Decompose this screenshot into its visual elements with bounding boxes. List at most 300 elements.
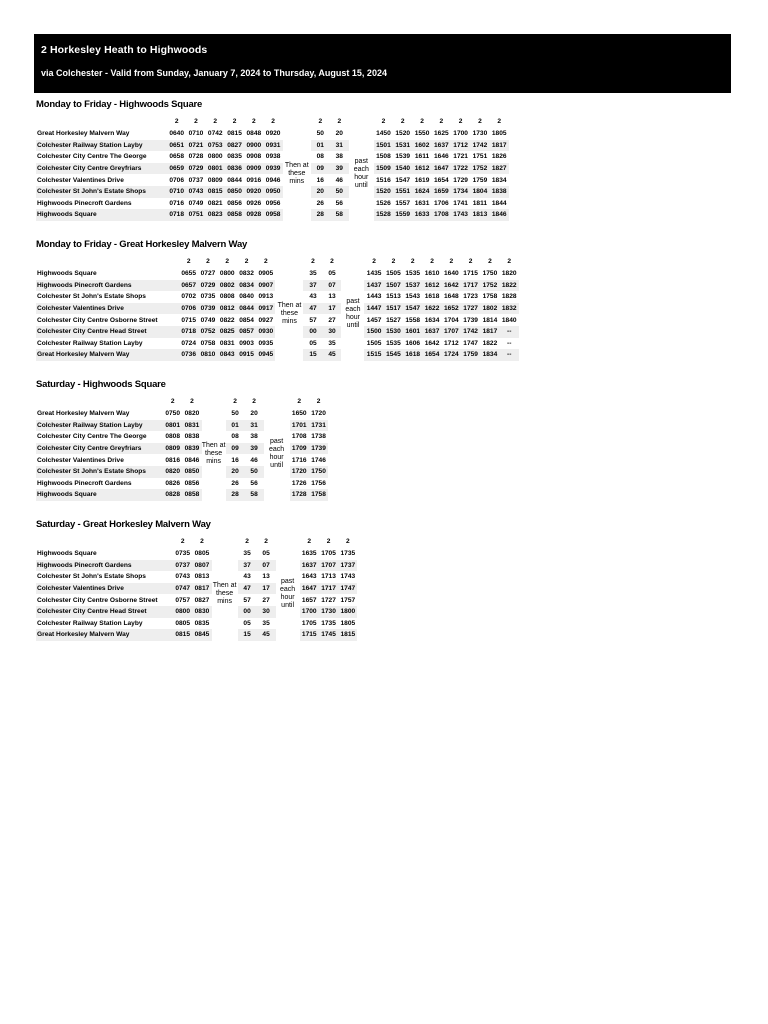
time-cell: 0739 <box>198 303 217 315</box>
time-cell: 1805 <box>491 130 507 138</box>
time-cell: 0927 <box>258 316 274 324</box>
time-cell: 1513 <box>386 293 401 301</box>
time-cell: 0905 <box>258 270 274 278</box>
section-title: Monday to Friday - Highwoods Square <box>36 99 203 110</box>
time-cell: 1701 <box>290 420 309 432</box>
stop-name: Colchester City Centre Osborne Street <box>37 316 158 324</box>
time-cell: 1804 <box>470 186 489 198</box>
minute-cell: 39 <box>245 443 264 455</box>
time-cell: 1713 <box>321 573 336 581</box>
time-cell: 0758 <box>200 339 216 347</box>
minute-cell: 05 <box>262 550 270 558</box>
route-number-cell: 2 <box>194 117 198 125</box>
time-cell: 0735 <box>175 550 190 558</box>
time-cell: 1715 <box>463 270 478 278</box>
minute-cell: 16 <box>316 176 324 184</box>
minute-cell: 56 <box>250 479 258 487</box>
time-cell: 1708 <box>432 209 451 221</box>
route-number-cell: 2 <box>330 257 334 265</box>
time-cell: 0737 <box>188 176 204 184</box>
stop-name: Highwoods Square <box>37 270 97 278</box>
time-cell: 1742 <box>461 326 480 338</box>
time-cell: 1757 <box>340 596 356 604</box>
time-cell: 1708 <box>291 433 307 441</box>
time-cell: 1528 <box>374 209 393 221</box>
time-cell: 0845 <box>192 629 211 641</box>
route-number-cell: 2 <box>420 117 424 125</box>
time-cell: 0657 <box>179 280 198 292</box>
time-cell: 1520 <box>395 130 411 138</box>
time-cell: 0737 <box>173 560 192 572</box>
route-number-cell: 2 <box>232 117 237 125</box>
minute-cell: 28 <box>226 489 245 501</box>
time-cell: 1739 <box>463 316 478 324</box>
route-number-cell: 2 <box>468 257 473 265</box>
time-cell: 1443 <box>366 293 382 301</box>
time-cell: 1705 <box>321 550 336 558</box>
route-number-cell: 2 <box>400 117 405 125</box>
time-cell: 1834 <box>480 349 499 361</box>
time-cell: 1822 <box>500 280 519 292</box>
minute-cell: 07 <box>322 280 341 292</box>
time-cell: 0856 <box>184 479 200 487</box>
time-cell: 1822 <box>482 339 498 347</box>
route-subtitle: via Colchester - Valid from Sunday, January 7, 2024 to Thursday, August 15, 2024 <box>41 68 387 78</box>
time-cell: 0816 <box>165 456 180 464</box>
time-cell: 0808 <box>219 293 235 301</box>
time-cell: 1750 <box>482 270 498 278</box>
time-cell: 0830 <box>192 606 211 618</box>
time-cell: 1618 <box>403 349 422 361</box>
time-cell: 0812 <box>218 303 237 315</box>
time-cell: 1723 <box>463 293 478 301</box>
stop-name: Colchester City Centre The George <box>37 153 147 161</box>
stop-name: Highwoods Pinecroft Gardens <box>36 560 173 572</box>
time-cell: 1827 <box>490 163 509 175</box>
time-cell: 0753 <box>206 140 225 152</box>
time-cell: 1606 <box>405 339 421 347</box>
minute-cell: 50 <box>231 410 239 418</box>
time-cell: 1811 <box>472 199 488 207</box>
past-note: past each hour until <box>345 298 361 330</box>
time-cell: 1747 <box>463 339 478 347</box>
time-cell: 1643 <box>301 573 317 581</box>
time-cell: 1730 <box>319 606 338 618</box>
spacer-cell <box>276 534 300 548</box>
time-cell: 1634 <box>424 316 440 324</box>
minute-cell: 31 <box>330 140 349 152</box>
time-cell: 1647 <box>432 163 451 175</box>
time-cell: 1507 <box>384 280 403 292</box>
route-number-cell: 2 <box>346 537 350 545</box>
time-cell: 0800 <box>207 153 223 161</box>
minute-cell: 01 <box>311 140 330 152</box>
time-cell: 0835 <box>227 153 242 161</box>
route-number-cell: 2 <box>381 117 386 125</box>
route-number-cell: 2 <box>316 397 321 405</box>
stop-header-cell <box>36 254 179 268</box>
stop-header-cell <box>36 534 173 548</box>
route-number-cell: 2 <box>318 117 323 125</box>
time-cell: 1813 <box>470 209 489 221</box>
stop-name: Colchester City Centre Head Street <box>36 606 173 618</box>
time-cell: 0820 <box>184 410 200 418</box>
stop-name: Colchester St John's Estate Shops <box>37 293 146 301</box>
minute-cell: 09 <box>311 163 330 175</box>
table-row <box>36 140 509 152</box>
time-cell: 0809 <box>163 443 182 455</box>
time-cell: 0822 <box>219 316 235 324</box>
past-note: past each hour until <box>280 578 296 610</box>
time-cell: 0820 <box>163 466 182 478</box>
table-row <box>36 198 509 210</box>
time-cell: 1450 <box>376 130 391 138</box>
time-cell: 0956 <box>265 199 281 207</box>
time-cell: 1834 <box>491 176 507 184</box>
table-row <box>36 268 519 280</box>
time-cell: 1640 <box>443 270 459 278</box>
stop-name: Colchester City Centre Greyfriars <box>36 443 163 455</box>
minute-cell: 16 <box>231 456 239 464</box>
stop-name: Great Horkesley Malvern Way <box>37 130 130 138</box>
minute-cell: 38 <box>250 433 258 441</box>
time-cell: 0807 <box>192 560 211 572</box>
stop-name: Highwoods Pinecroft Gardens <box>36 280 179 292</box>
time-cell: 1539 <box>395 153 411 161</box>
time-cell: 0844 <box>237 303 256 315</box>
route-number-cell: 2 <box>410 257 415 265</box>
time-cell: 1846 <box>490 209 509 221</box>
table-row <box>36 174 509 186</box>
stop-name: Colchester St John's Estate Shops <box>36 186 167 198</box>
time-cell: 1558 <box>405 316 421 324</box>
minute-cell: 15 <box>238 629 257 641</box>
time-cell: 1717 <box>461 280 480 292</box>
time-cell: 0907 <box>256 280 275 292</box>
time-cell: 0844 <box>227 176 242 184</box>
minute-cell: 26 <box>316 199 324 207</box>
minute-cell: 47 <box>238 583 257 595</box>
time-cell: 1700 <box>453 130 468 138</box>
stop-name: Highwoods Pinecroft Gardens <box>37 199 132 207</box>
time-cell: 1727 <box>461 303 480 315</box>
time-cell: 1838 <box>490 186 509 198</box>
route-number-cell: 2 <box>252 397 256 405</box>
stop-name: Colchester City Centre The George <box>37 433 147 441</box>
time-cell: 1557 <box>395 199 411 207</box>
time-cell: 1657 <box>301 596 317 604</box>
minute-cell: 45 <box>257 629 276 641</box>
route-number-cell: 2 <box>449 257 454 265</box>
time-cell: 0715 <box>181 316 196 324</box>
time-cell: 1704 <box>443 316 459 324</box>
table-row <box>36 606 357 618</box>
time-cell: 0749 <box>200 316 216 324</box>
time-cell: 1517 <box>384 303 403 315</box>
minute-cell: 37 <box>303 280 322 292</box>
time-cell: 1610 <box>424 270 440 278</box>
route-number-cell: 2 <box>497 117 502 125</box>
time-cell: 0728 <box>188 153 204 161</box>
time-cell: 0736 <box>179 349 198 361</box>
route-number-cell: 2 <box>430 257 434 265</box>
time-cell: 1547 <box>403 303 422 315</box>
spacer-cell <box>349 114 374 128</box>
route-number-row <box>36 394 328 408</box>
time-cell: 1828 <box>501 293 517 301</box>
time-cell: 1611 <box>414 153 430 161</box>
minute-cell: 50 <box>316 130 324 138</box>
time-cell: 1537 <box>403 280 422 292</box>
time-cell: 0750 <box>165 410 180 418</box>
time-cell: 0828 <box>163 489 182 501</box>
time-cell: 1817 <box>490 140 509 152</box>
time-cell: 1515 <box>364 349 383 361</box>
time-cell: 1712 <box>451 140 470 152</box>
time-cell: 1735 <box>340 550 356 558</box>
time-cell: 1612 <box>412 163 431 175</box>
table-row <box>36 560 357 572</box>
stop-name: Highwoods Pinecroft Gardens <box>37 479 132 487</box>
time-cell: 1706 <box>433 199 449 207</box>
time-cell: 1637 <box>300 560 319 572</box>
minute-cell: 30 <box>257 606 276 618</box>
time-cell: 0808 <box>165 433 180 441</box>
minute-cell: 58 <box>330 209 349 221</box>
time-cell: 0834 <box>237 280 256 292</box>
time-cell: 0802 <box>218 280 237 292</box>
time-cell: 0729 <box>186 163 205 175</box>
time-cell: 0850 <box>182 466 201 478</box>
then-note: Then at these mins <box>201 442 226 466</box>
time-cell: 0800 <box>173 606 192 618</box>
table-row <box>36 629 357 641</box>
then-note: Then at these mins <box>277 302 302 326</box>
time-cell: 1731 <box>309 420 328 432</box>
table-row <box>36 571 357 583</box>
minute-cell: 46 <box>335 176 343 184</box>
time-cell: 1547 <box>395 176 411 184</box>
time-cell: 0658 <box>169 153 184 161</box>
time-cell: 1647 <box>300 583 319 595</box>
minute-cell: 20 <box>250 410 258 418</box>
time-cell: 0857 <box>237 326 256 338</box>
time-cell: 1543 <box>405 293 421 301</box>
time-cell: 0743 <box>186 186 205 198</box>
time-cell: 0858 <box>225 209 244 221</box>
time-cell: 1622 <box>422 303 441 315</box>
time-cell: 1505 <box>386 270 401 278</box>
time-cell: 0821 <box>207 199 223 207</box>
time-cell: 0832 <box>239 270 254 278</box>
minute-cell: 08 <box>231 433 239 441</box>
time-cell: 1756 <box>311 479 326 487</box>
time-cell: 1646 <box>433 153 449 161</box>
minute-cell: 17 <box>322 303 341 315</box>
time-cell: 0838 <box>184 433 200 441</box>
route-number-cell: 2 <box>297 397 302 405</box>
timetable <box>36 534 357 641</box>
time-cell: 1612 <box>422 280 441 292</box>
time-cell: 1654 <box>422 349 441 361</box>
time-cell: 1654 <box>433 176 449 184</box>
time-cell: 1624 <box>412 186 431 198</box>
time-cell: 0655 <box>181 270 196 278</box>
time-cell: 1727 <box>321 596 336 604</box>
time-cell: 0939 <box>263 163 282 175</box>
timetable-header <box>34 34 731 93</box>
time-cell: 1648 <box>443 293 459 301</box>
route-title: 2 Horkesley Heath to Highwoods <box>41 44 208 56</box>
minute-cell: 05 <box>328 270 336 278</box>
route-number-cell: 2 <box>233 397 237 405</box>
stop-name: Colchester City Centre Head Street <box>36 326 179 338</box>
minute-cell: 27 <box>262 596 270 604</box>
stop-name: Colchester City Centre Osborne Street <box>37 596 158 604</box>
route-number-cell: 2 <box>439 117 444 125</box>
time-cell: 0835 <box>194 619 210 627</box>
time-cell: 0743 <box>175 573 190 581</box>
time-cell: 0716 <box>169 199 184 207</box>
time-cell: 1650 <box>291 410 307 418</box>
route-number-cell: 2 <box>170 397 175 405</box>
stop-name: Colchester Valentines Drive <box>36 583 173 595</box>
time-cell: 0931 <box>263 140 282 152</box>
route-number-cell: 2 <box>271 117 275 125</box>
route-number-cell: 2 <box>200 537 204 545</box>
minute-cell: 30 <box>322 326 341 338</box>
time-cell: 0815 <box>227 130 242 138</box>
time-cell: 1758 <box>482 293 498 301</box>
stop-name: Colchester St John's Estate Shops <box>37 573 146 581</box>
time-cell: 1635 <box>301 550 317 558</box>
time-cell: 1707 <box>319 560 338 572</box>
time-cell: 0810 <box>198 349 217 361</box>
section-title: Saturday - Great Horkesley Malvern Way <box>36 519 211 530</box>
minute-cell: 43 <box>243 573 251 581</box>
time-cell: 1743 <box>340 573 356 581</box>
time-cell: 0813 <box>194 573 210 581</box>
time-cell: 0729 <box>198 280 217 292</box>
time-cell: 0840 <box>239 293 254 301</box>
time-cell: 0757 <box>175 596 190 604</box>
time-cell: 0823 <box>206 209 225 221</box>
route-number-cell: 2 <box>311 257 315 265</box>
time-cell: 0938 <box>265 153 281 161</box>
time-cell: 1705 <box>301 619 317 627</box>
time-cell: 0718 <box>167 209 186 221</box>
minute-cell: 50 <box>245 466 264 478</box>
route-number-cell: 2 <box>391 257 396 265</box>
spacer-cell <box>264 394 290 408</box>
stop-header-cell <box>36 394 163 408</box>
route-number-cell: 2 <box>174 117 179 125</box>
time-cell: 0724 <box>181 339 196 347</box>
minute-cell: 58 <box>245 489 264 501</box>
route-number-cell: 2 <box>326 537 331 545</box>
time-cell: 0747 <box>173 583 192 595</box>
route-number-cell: 2 <box>478 117 482 125</box>
route-number-cell: 2 <box>252 117 256 125</box>
stop-name: Great Horkesley Malvern Way <box>37 410 130 418</box>
stop-name: Colchester Railway Station Layby <box>36 140 167 152</box>
time-cell: 1509 <box>374 163 393 175</box>
time-cell: 1729 <box>453 176 468 184</box>
minute-cell: 43 <box>309 293 317 301</box>
time-cell: 0659 <box>167 163 186 175</box>
stop-name: Highwoods Square <box>36 489 163 501</box>
time-cell: 1724 <box>442 349 461 361</box>
timetable <box>36 254 519 361</box>
minute-cell: 47 <box>303 303 322 315</box>
route-number-cell: 2 <box>245 537 249 545</box>
timetable <box>36 114 509 221</box>
time-cell: 1508 <box>376 153 391 161</box>
minute-cell: 38 <box>335 153 343 161</box>
time-cell: 1545 <box>384 349 403 361</box>
time-cell: 0742 <box>207 130 223 138</box>
time-cell: 0710 <box>167 186 186 198</box>
stop-name: Colchester City Centre Greyfriars <box>36 163 167 175</box>
time-cell: 1642 <box>424 339 440 347</box>
then-note: Then at these mins <box>284 162 309 186</box>
time-cell: 1742 <box>470 140 489 152</box>
minute-cell: 20 <box>335 130 343 138</box>
time-cell: 1752 <box>470 163 489 175</box>
table-row <box>36 618 357 630</box>
stop-name: Colchester St John's Estate Shops <box>36 466 163 478</box>
time-cell: 1720 <box>290 466 309 478</box>
time-cell: 0945 <box>256 349 275 361</box>
spacer-cell <box>341 254 364 268</box>
time-cell: 0946 <box>265 176 281 184</box>
time-cell: 1752 <box>480 280 499 292</box>
minute-cell: 26 <box>231 479 239 487</box>
minute-cell: 39 <box>330 163 349 175</box>
time-cell: 1716 <box>291 456 307 464</box>
route-number-cell: 2 <box>264 257 268 265</box>
then-note: Then at these mins <box>212 582 237 606</box>
minute-cell: 20 <box>226 466 245 478</box>
time-cell: 0854 <box>239 316 254 324</box>
time-cell: 0846 <box>184 456 200 464</box>
time-cell: 1602 <box>412 140 431 152</box>
minute-cell: 13 <box>262 573 270 581</box>
time-cell: 1505 <box>366 339 382 347</box>
time-cell: 1737 <box>338 560 357 572</box>
minute-cell: 00 <box>303 326 322 338</box>
time-cell: 1805 <box>340 619 356 627</box>
table-row <box>36 594 357 606</box>
time-cell: 0930 <box>256 326 275 338</box>
time-cell: 0706 <box>179 303 198 315</box>
minute-cell: 15 <box>303 349 322 361</box>
minute-cell: 20 <box>311 186 330 198</box>
spacer-cell <box>275 254 303 268</box>
time-cell: 0815 <box>173 629 192 641</box>
time-cell: 1447 <box>364 303 383 315</box>
past-note: past each hour until <box>353 158 369 190</box>
time-cell: 0815 <box>206 186 225 198</box>
time-cell: 1730 <box>472 130 488 138</box>
time-cell: 1700 <box>300 606 319 618</box>
time-cell: 0817 <box>192 583 211 595</box>
time-cell: 0749 <box>188 199 204 207</box>
time-cell: 0827 <box>194 596 210 604</box>
minute-cell: 50 <box>330 186 349 198</box>
time-cell: 1745 <box>319 629 338 641</box>
route-number-cell: 2 <box>180 537 185 545</box>
